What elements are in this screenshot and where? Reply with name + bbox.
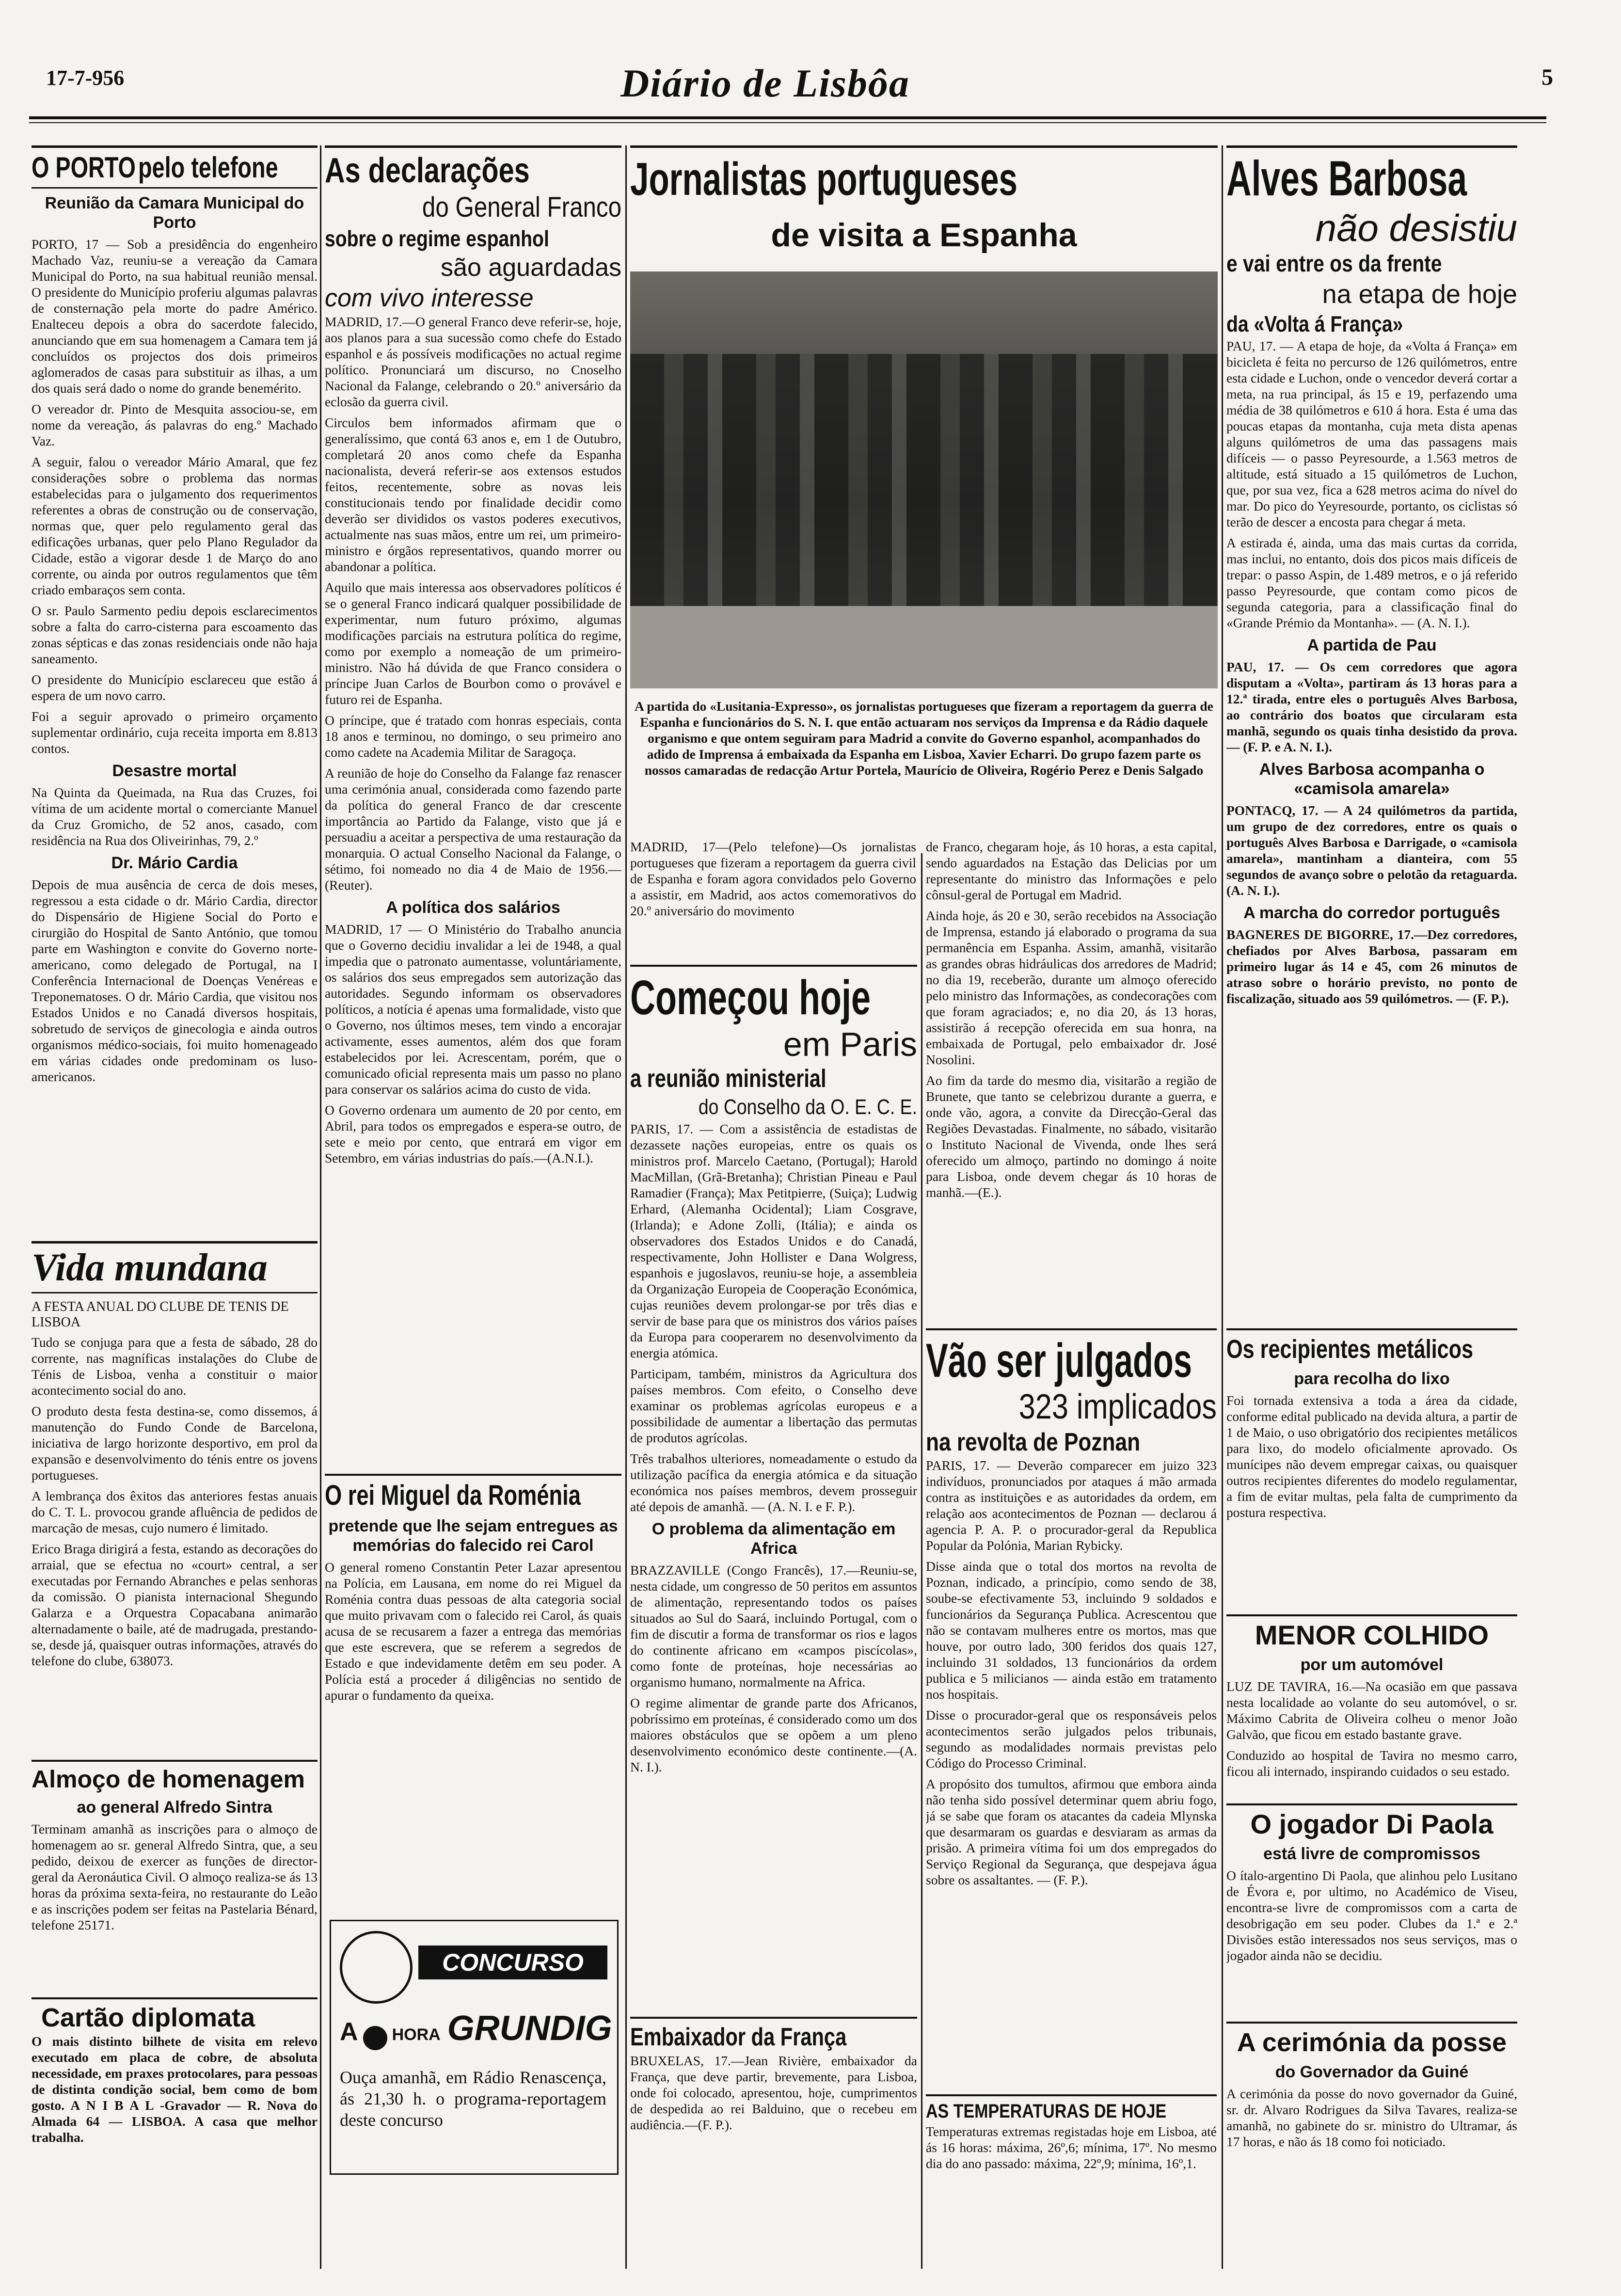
paola-article [1226,1803,1517,2017]
concurso-banner [418,1945,607,1979]
page-number: 5 [1542,64,1553,90]
comecou-subhead: O problema da alimentação em Africa [652,1520,896,1558]
poznan-article [926,1328,1217,2085]
posse-headline: A cerimónia da posse [1237,2028,1507,2057]
grundig-ad [330,1920,619,2175]
franco-paragraph: Aquilo que mais interessa aos observadores políticos é se o general Franco indicará qualquer possibilidade de experimentar, num futuro próximo, algumas modificações parciais na estrutura política do regime, como por exemplo a nomeação de um primeiro-ministro. Não há dúvida de que Franco considera o príncipe Juan Carlos de Bourbon como o provável e futuro rei de Espanha. [325,580,621,707]
almoco-headline: Almoço de homenagem [32,1766,305,1793]
newspaper-title: Diário de Lisbôa [620,61,910,105]
miguel-headline: O rei Miguel da Roménia [325,1480,581,1511]
masthead-rule-thin [29,122,1546,123]
alves-paragraph: PAU, 17. — Os cem corredores que agora disputam a «Volta», partiram ás 13 horas para a 12.ª tirada, entre eles o português Alves Barbosa, ao contrário dos boatos que circularam esta manhã, segundo os quais tinha desistido da prova. — (F. P. e A. N. I.). [1226,659,1517,754]
menor-paragraph: Conduzido ao hospital de Tavira no mesmo carro, ficou ali internado, inspirando cuidados o seu estado. [1226,1748,1517,1779]
alves-subhead: A partida de Pau [1307,636,1437,654]
jornalistas-headline-a: Jornalistas portugueses [630,153,1017,205]
menor-article [1226,1614,1517,1799]
embaixador-paragraph: BRUXELAS, 17.—Jean Rivière, embaixador da França, que deve partir, brevemente, para Lisboa, onde foi colocado, apresentou, hoje, cumprimentos de despedida ao rei Balduino, que o recebeu em audiência.—(F. P.). [630,2053,917,2132]
column-rule [1222,145,1223,2269]
grundig-logo-icon [363,2026,387,2050]
jornalistas-paragraph: Ao fim da tarde do mesmo dia, visitarão a região de Brunete, que tanto se celebrizou durante a guerra, e onde vão, agora, a convite da Direcção-Geral das Regiões Devastadas. Finalmente, no sábado, visitarão o Instituto Nacional de Vivenda, onde lhes será oferecido um almoço, partindo no domingo á noite para Lisboa, onde devem chegar ás 10 horas de manhã.—(E.). [926,1073,1217,1200]
poznan-headline-c: na revolta de Poznan [926,1428,1141,1456]
issue-date: 17-7-956 [46,66,125,90]
jornalistas-paragraph: de Franco, chegaram hoje, ás 10 horas, a esta capital, sendo aguardados na Estação das Delicias por um representante do ministro das Informações e pelo cônsul-geral de Portugal em Madrid. [926,839,1217,902]
franco-paragraph: O Governo ordenara um aumento de 20 por cento, em Abril, para todos os empregados e espera-se outro, de sete e meio por cento, que entrará em vigor em Setembro, em várias industrias do país.—(A.N.I.). [325,1102,621,1165]
vida-article [32,1241,318,1745]
vida-paragraph: O produto desta festa destina-se, como dissemos, á manutenção do Fundo Conde de Barcelona, iniciativa de largo horizonte desportivo, em prol da expansão e desenvolvimento do ténis entre os jovens portugueses. [32,1403,318,1483]
franco-subhead: A política dos salários [386,898,560,917]
franco-paragraph: MADRID, 17 — O Ministério do Trabalho anuncia que o Governo decidiu invalidar a lei de 1948, a qual impedia que o patronato aumentasse, voluntáriamente, os salários dos seus empregados sem autorização das autoridades. Segundo informam os observadores políticos, a notícia é apenas uma formalidade, visto que o Governo, nos últimos meses, tem vindo a encorajar activamente, esses aumentos, além dos que foram estabelecidos por lei. Acrescentam, porém, que o comunicado oficial representa mais um passo no plano para conservar os salários acima do custo de vida. [325,922,621,1097]
jornalistas-caption: A partida do «Lusitania-Expresso», os jornalistas portugueses que fizeram a reportagem da guerra de Espanha e funcionários do S. N. I. que então actuaram nos serviços da Imprensa e da Rádio daquele organismo e que ontem seguiram para Madrid a convite do Governo espanhol, acompanhados do adido de Imprensa á embaixada da Espanha em Lisboa, Xavier Echarri. Do grupo fazem parte os nossos camaradas de redacção Artur Portela, Maurício de Oliveira, Rogério Perez e Denis Salgado [635,699,1213,778]
alves-subhead: A marcha do corredor português [1243,904,1500,922]
porto-subhead: Dr. Mário Cardia [111,854,238,872]
grundig-row [340,2009,611,2062]
porto-paragraph: Foi a seguir aprovado o primeiro orçamento suplementar ordinário, cuja receita importa em 8.813 contos. [32,709,318,756]
column-rule [625,145,627,2269]
temperaturas-paragraph: Temperaturas extremas registadas hoje em Lisboa, até ás 16 horas: máxima, 26º,6; mínima, 17º. No mesmo dia do ano passado: máxima, 22º,9; mínima, 16º,1. [926,2124,1217,2171]
comecou-paragraph: O regime alimentar de grande parte dos Africanos, pobríssimo em proteínas, é considerado como um dos maiores obstáculos que se opõem a um pleno desenvolvimento económico deste continente.—(A. N. I.). [630,1695,917,1774]
poznan-headline-b: 323 implicados [1018,1387,1217,1426]
column-rule [921,853,922,2269]
porto-paragraph: O sr. Paulo Sarmento pediu depois esclarecimentos sobre a falta do carro-cisterna para escoamento das zonas sépticas e das zonas residenciais onde não haja saneamento. [32,603,318,666]
poznan-paragraph: A propósito dos tumultos, afirmou que embora ainda não tenha sido possível determinar quem abriu fogo, já se sabe que foram os atacantes da cadeia Mlynska que desarmaram os guardas e desviaram as armas da prisão. A primeira vítima foi um dos empregados do Serviço Regional da Segurança, que despejava água sobre os assaltantes. — (F. P.). [926,1776,1217,1887]
porto-subhead: Reunião da Camara Municipal do Porto [45,194,304,232]
posse-subhead: do Governador da Guiné [1275,2063,1469,2081]
vida-paragraph: Tudo se conjuga para que a festa de sábado, 28 do corrente, nas magníficas instalações do Clube de Ténis de Lisboa, venha a constituir o maior acontecimento social do ano. [32,1335,318,1398]
menor-headline: MENOR COLHIDO [1255,1620,1489,1650]
miguel-article [325,1474,621,1891]
franco-paragraph: O príncipe, que é tratado com honras especiais, conta 18 anos e terminou, no domingo, o seu primeiro ano como cadete na Academia Militar de Saragoça. [325,713,621,760]
jornalistas-paragraph: MADRID, 17—(Pelo telefone)—Os jornalistas portugueses que fizeram a reportagem da guerra civil de Espanha e foram agora convidados pelo Governo a assistir, em Madrid, aos actos comemorativos do 20.º aniversário do movimento [630,839,916,918]
jornalistas-photo [630,271,1218,688]
franco-headline-e: com vivo interesse [325,284,534,312]
posse-article [1226,2022,1517,2269]
jornalistas-header [630,145,1218,274]
miguel-paragraph: O general romeno Constantin Peter Lazar apresentou na Polícia, em Lausana, em nome do rei Miguel da Roménia contra duas pessoas de alta categoria social que muito privavam com o falecido rei Carol, ás quais acusa de se recusarem a fazer a entrega das memórias que este escrevera, que se referem a segredos de Estado e que indevidamente detêm em seu poder. A Polícia está a proceder á diligências no sentido de apurar o fundamento da queixa. [325,1560,621,1703]
vida-paragraph: A lembrança dos êxitos das anteriores festas anuais do C. T. L. provocou grande afluência de pedidos de marcação de mesas, cujo numero é limitado. [32,1488,318,1535]
concurso-word: CONCURSO [442,1949,584,1976]
comecou-article [630,965,917,2089]
grundig-left-a: A [340,2018,358,2046]
comecou-headline-d: do Conselho da O. E. C. E. [698,1095,917,1119]
alves-headline-a: Alves Barbosa [1226,151,1467,206]
comecou-headline-b: em Paris [783,1025,917,1063]
paola-headline: O jogador Di Paola [1250,1809,1494,1839]
temperaturas-article [926,2094,1217,2269]
franco-headline-c: sobre o regime espanhol [325,226,549,251]
paola-subhead: está livre de compromissos [1263,1845,1480,1863]
jornalistas-headline-b: de visita a Espanha [771,217,1077,254]
porto-paragraph: Depois de mua ausência de cerca de dois meses, regressou a esta cidade o dr. Mário Cardia, director do Dispensário de Higiene Social do Porto e cirurgião do Hospital de Santo António, que tomou parte em Washington e convite do Governo norte-americano, como delegado de Portugal, na I Conferência Internacional de Doenças Venéreas e Treponematoses. O dr. Mário Cardia, que visitou nos Estados Unidos e no Canadá diversos hospitais, sobretudo de serviços de ginecologia e ainda outros organismos médico-sociais, foi muito homenageado em várias cidades onde predominam os luso-americanos. [32,877,318,1084]
photo-group-figures [630,354,1218,606]
cartao-headline: Cartão diplomata [41,2003,255,2032]
alves-paragraph: A estirada é, ainda, uma das mais curtas da corrida, mas inclui, no entanto, dois dos picos mais difíceis de trepar: o passo Aspin, de 1.489 metros, e o já referido passo Peyresourde, que contam como picos de segunda categoria, para a classificação final do «Grande Prémio da Montanha». — (A. N. I.). [1226,535,1517,630]
alves-headline-c: e vai entre os da frente [1226,251,1442,277]
franco-paragraph: MADRID, 17.—O general Franco deve referir-se, hoje, aos planos para a sua sucessão como chefe do Estado espanhol e ás possíveis modificações no actual regime político. Pronunciará um discurso, no Cnoselho Nacional da Falange, celebrando o 20.º aniversário da eclosão da guerra civil. [325,314,621,409]
recipientes-article [1226,1328,1517,1610]
paola-paragraph: O ítalo-argentino Di Paola, que alinhou pelo Lusitano de Évora e, por ultimo, no Académico de Viseu, encontra-se livre de compromissos com a carta de desobrigação em seu poder. Clubes da 1.ª e 2.ª Divisões estão interessados nos seus serviços, mas o jogador ainda não se decidiu. [1226,1868,1517,1963]
menor-subhead: por um automóvel [1300,1656,1444,1674]
posse-paragraph: A cerimónia da posse do novo governador da Guiné, sr. dr. Alvaro Rodrigues da Silva Tavares, realiza-se amanhã, no gabinete do sr. ministro do Ultramar, ás 17 horas, e não ás 18 como foi noticiado. [1226,2086,1517,2149]
comecou-headline-a: Começou hoje [630,971,871,1025]
recipientes-headline: Os recipientes metálicos [1226,1335,1474,1364]
alves-headline-e: da «Volta á França» [1226,311,1403,336]
alves-article [1226,145,1517,1309]
jornalistas-paragraph: Ainda hoje, ás 20 e 30, serão recebidos na Associação de Imprensa, estando já elaborado o programa da sua permanência em Espanha. Assim, amanhã, visitarão as grandes obras hidráulicas dos arredores de Madrid; no dia 19, receberão, durante um almoço oferecido pelo ministro das Informações, as condecorações com que foram agraciados; e, no dia 20, ás 13 horas, assistirão á recepção oferecida em sua honra, na embaixada de Portugal, pelo embaixador dr. José Nosolini. [926,908,1217,1067]
comecou-paragraph: BRAZZAVILLE (Congo Francês), 17.—Reuniu-se, nesta cidade, um congresso de 50 peritos em assuntos de alimentação, representando todos os países situados ao Sul do Saará, incluindo Portugal, com o fim de discutir a forma de transformar os rios e lagos do continente africano em «campos piscícolas», como fonte de proteínas, hoje necessárias ao organismo humano, normalmente na Africa. [630,1563,917,1690]
vida-paragraph: Erico Braga dirigirá a festa, estando as decorações do arraial, que se efectua no «court» central, a ser executadas por Fernando Abranches e pelas senhoras da comissão. O pianista internacional Shegundo Galarza e a Orquestra Copacabana animarão alternadamente o baile, até de madrugada, prestando-se, desde já, quaisquer outras informações, através do telefone do clube, 638073. [32,1541,318,1668]
alves-paragraph: PONTACQ, 17. — A 24 quilómetros da partida, um grupo de dez corredores, entre os quais o português Alves Barbosa e Darrigade, o «camisola amarela», mantinham a dianteira, com 55 segundos de avanço sobre o pelotão da retaguarda. (A. N. I.). [1226,803,1517,898]
franco-paragraph: Circulos bem informados afirmam que o generalíssimo, que contá 63 anos e, em 1 de Outubro, completará 20 anos como chefe da Espanha nacionalista, deverá referir-se aos extensos estudos feitos, recentemente, sobre as novas leis constitucionais tendo por finalidade decidir como deverão ser divididos os vastos poderes executivos, actualmente nas suas mãos, entre um rei, um primeiro-ministro e órgãos representativos, quando morrer ou abandonar a política. [325,415,621,574]
comecou-paragraph: PARIS, 17. — Com a assistência de estadistas de dezassete nações europeias, entre os quais os ministros prof. Marcelo Caetano, (Portugal); Harold MacMillan, (Grã-Bretanha); Christian Pineau e Paul Ramadier (França); Max Petitpierre, (Suiça); Ludwig Erhard, (Alemanha Ocidental); Liam Cosgrave, (Irlanda); e Adone Zolli, (Itália); e ainda os observadores dos Estados Unidos e do Canadá, respectivamente, John Hollister e Dana Wolgress, espanhois e jugoslavos, reuniu-se hoje, a assembleia da Organização Europeia de Cooperação Económica, cujas reuniões devem prolongar-se por três dias e servir de base para que os ministros dos vários países da Europa para cooperarem no desenvolvimento da energia atómica. [630,1121,917,1360]
porto-paragraph: PORTO, 17 — Sob a presidência do engenheiro Machado Vaz, reuniu-se a vereação da Camara Municipal do Porto, na sua habitual reunião mensal. O presidente do Município proferiu algumas palavras de consternação pela morte do padre Américo. Enalteceu depois a obra do sacerdote falecido, anunciando que em sua homenagem a Camara tem já concluídos os projectos dos dois primeiros aglomerados de casas para substituir as ilhas, a um dos quais será dado o nome do grande benemérito. [32,237,318,396]
almoco-article [32,1760,318,1988]
masthead-rule [29,116,1546,119]
alves-paragraph: PAU, 17. — A etapa de hoje, da «Volta á França» em bicicleta é feita no percurso de 126 quilómetros, entre esta cidade e Luchon, onde o vencedor deverá cortar a meta, na rua principal, ás 15 e 19, perfazendo uma média de 38 quilómetros e 610 á hora. Esta é uma das poucas etapas da montanha, cuja meta dista apenas alguns quilómetros de uma das passagens mais difíceis — o passo Peyresourde, a 1.563 metros de altitude, está situado a 15 quilómetros de Luchon, que, por sua vez, fica a 628 metros acima do nível do mar. Do pico do Yeyresourde, portanto, os ciclistas só terão de descer a encosta para chegar á meta. [1226,338,1517,529]
alves-headline-b: não desistiu [1315,207,1517,249]
menor-paragraph: LUZ DE TAVIRA, 16.—Na ocasião em que passava nesta localidade ao volante do seu automóvel, o sr. Máximo Cabrita de Oliveira colheu o menor João Galvão, que ficou em estado bastante grave. [1226,1679,1517,1742]
poznan-paragraph: Disse ainda que o total dos mortos na revolta de Poznan, indicado, a princípio, como sendo de 38, soube-se efectivamente 53, incluindo 9 soldados e funcionários da Segurança Publica. Acrescentou que não se contavam mulheres entre os mortos, mas que houve, por outro lado, 300 feridos dos quais 127, incluindo 31 soldados, 13 funcionários da ordem publica e 5 milicianos — ainda estão em tratamento nos hospitais. [926,1559,1217,1702]
recipientes-paragraph: Foi tornada extensiva a toda a área da cidade, conforme edital publicado na devida altura, a partir de 1 de Maio, o uso obrigatório dos recipientes metálicos para lixo, do modelo oficialmente aprovado. Os munícipes não devem empregar caixas, ou quaisquer outros recipientes diferentes do modelo regulamentar, a fim de evitar multas, pela falta de cumprimento da postura respectiva. [1226,1393,1517,1520]
poznan-paragraph: Disse o procurador-geral que os responsáveis pelos acontecimentos serão julgados pelos tribunais, segundo as modalidades normais previstas pelo Código do Processo Criminal. [926,1707,1217,1770]
photo-platform [630,606,1218,688]
porto-paragraph: A seguir, falou o vereador Mário Amaral, que fez considerações sobre o problema das normas estabelecidas para o julgamento dos requerimentos referentes a obras de construção ou de conservação, normas que, quer pelo regulamento geral das edificações urbanas, quer pelo Plano Regulador da Cidade, estão a vigorar desde 1 de Março do ano corrente, ou ainda por outros regulamentos que têm criado embaraços sem conta. [32,454,318,597]
recipientes-subhead: para recolha do lixo [1294,1370,1450,1388]
porto-headline-b: pelo telefone [138,151,278,184]
porto-article [32,145,318,1202]
almoco-subhead: ao general Alfredo Sintra [77,1798,272,1817]
jornalistas-text-right [926,839,1217,1323]
comecou-paragraph: Participam, também, ministros da Agricultura dos países membros. Com efeito, o Conselho deve examinar os problemas agrícolas europeus e a possibilidade de aumentar a libertação das permutas de produtos agrícolas. [630,1366,917,1445]
alves-paragraph: BAGNERES DE BIGORRE, 17.—Dez corredores, chefiados por Alves Barbosa, passaram em primeiro lugar ás 14 e 45, com 26 minutos de atraso sobre o horário previsto, no ponto de fiscalização, situado aos 59 quilómetros. — (F. P.). [1226,927,1517,1006]
grundig-left-b: HORA [392,2025,441,2044]
franco-headline-b: do General Franco [422,191,621,223]
jornalistas-text-left [630,839,916,960]
cartao-paragraph: O mais distinto bilhete de visita em relevo executado em placa de cobre, de absoluta necessidade, em praxes protocolares, para pessoas de distinta condição social, bem como de bom gosto. A N I B A L -Gravador — R. Nova do Almada 64 — LISBOA. A casa que melhor trabalha. [32,2034,318,2145]
franco-headline-a: As declarações [325,151,530,190]
franco-headline-d: são aguardadas [441,254,621,282]
grundig-text: Ouça amanhã, em Rádio Renascença, ás 21,30 h. o programa-reportagem deste concurso [340,2068,606,2130]
franco-paragraph: A reunião de hoje do Conselho da Falange faz renascer uma cerimónia anual, considerada como fazendo parte da política do general Franco de dar crescente importância ao Partido da Falange, visto que já e persuadiu a aceitar a perspectiva de uma restauração da monarquia. O actual Conselho Nacional da Falange, o sétimo, foi nomeado no dia 4 de Maio de 1956.—(Reuter). [325,765,621,893]
clock-icon [340,1931,413,2004]
vida-headline: Vida mundana [32,1246,268,1289]
miguel-subhead: pretende que lhe sejam entregues as memórias do falecido rei Carol [328,1517,618,1555]
poznan-headline-a: Vão ser julgados [926,1334,1192,1387]
grundig-brand: GRUNDIG [447,2009,612,2048]
vida-subhead: A FESTA ANUAL DO CLUBE DE TENIS DE LISBOA [32,1299,289,1330]
column-rule [320,145,321,2269]
porto-subhead: Desastre mortal [112,762,237,780]
alves-headline-d: na etapa de hoje [1322,280,1517,309]
porto-paragraph: O vereador dr. Pinto de Mesquita associou-se, em nome da vereação, ás palavras do eng.º Machado Vaz. [32,401,318,448]
franco-article [325,145,621,1357]
alves-subhead: Alves Barbosa acompanha o «camisola amarela» [1259,760,1485,798]
porto-paragraph: O presidente do Município esclareceu que estão á espera de um novo carro. [32,672,318,703]
embaixador-headline: Embaixador da França [630,2023,847,2051]
comecou-headline-c: a reunião ministerial [630,1065,826,1093]
poznan-paragraph: PARIS, 17. — Deverão comparecer em juizo 323 indivíduos, pronunciados por ataques á mão armada contra as instituições e as autoridades da ordem, em relação aos acontecimentos de Poznan — declarou á agencia P. A. P. o procurador-geral da Republica Popular da Polónia, Marian Rybicky. [926,1458,1217,1553]
embaixador-article [630,2017,917,2269]
porto-headline-a: O PORTO [32,151,136,184]
comecou-paragraph: Três trabalhos ulteriores, nomeadamente o estudo da utilização pacífica da energia atómica e da situação económica nos países membros, devem prosseguir até depois de amanhã. — (A. N. I. e F. P.). [630,1451,917,1514]
temperaturas-headline: AS TEMPERATURAS DE HOJE [926,2101,1167,2122]
cartao-ad [32,1997,318,2269]
almoco-paragraph: Terminam amanhã as inscrições para o almoço de homenagem ao sr. general Alfredo Sintra, que, a seu pedido, deixou de exercer as funções de director-geral da Aeronáutica Civil. O almoço realiza-se ás 13 horas da próxima sexta-feira, no restaurante do Leão e as inscrições podem ser feitas na Pastelaria Bénard, telefone 25171. [32,1821,318,1932]
porto-paragraph: Na Quinta da Queimada, na Rua das Cruzes, foi vítima de um acidente mortal o comerciante Manuel da Cruz Gromicho, de 52 anos, casado, com residência na Rua dos Oliveirinhas, 79, 2.º [32,785,318,848]
